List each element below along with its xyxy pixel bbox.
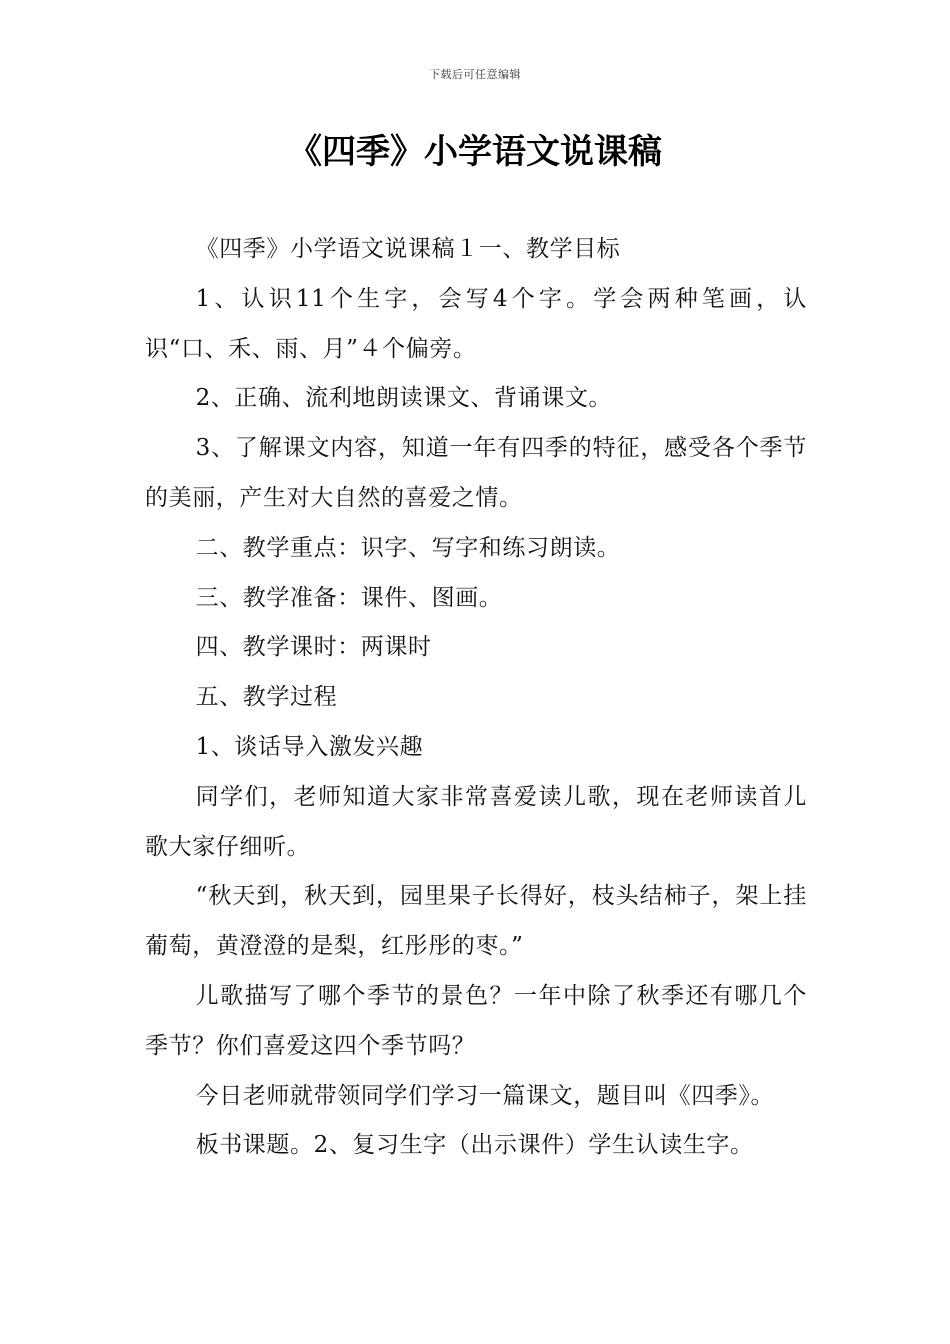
paragraph: 二、教学重点：识字、写字和练习朗读。 xyxy=(195,534,621,561)
paragraph: 2、正确、流利地朗读课文、背诵课文。 xyxy=(195,385,613,412)
paragraph: 同学们，老师知道大家非常喜爱读儿歌，现在老师读首儿歌大家仔细听。 xyxy=(145,783,807,860)
paragraph: 儿歌描写了哪个季节的景色？一年中除了秋季还有哪几个季节？你们喜爱这四个季节吗？ xyxy=(145,982,807,1059)
paragraph: 今日老师就带领同学们学习一篇课文，题目叫《四季》。 xyxy=(195,1082,775,1109)
paragraph: “秋天到，秋天到，园里果子长得好，枝头结柿子，架上挂葡萄，黄澄澄的是梨，红彤彤的枣。” xyxy=(145,883,807,960)
document-title: 《四季》小学语文说课稿 xyxy=(288,132,662,172)
paragraph: 1、谈话导入激发兴趣 xyxy=(195,733,424,760)
paragraph: 三、教学准备：课件、图画。 xyxy=(195,584,503,611)
paragraph: 《四季》小学语文说课稿１一、教学目标 xyxy=(195,236,621,262)
paragraph: 1、认识11个生字，会写4个字。学会两种笔画，认识“口、禾、雨、月”４个偏旁。 xyxy=(145,285,807,362)
paragraph: 板书课题。2、复习生字（出示课件）学生认读生字。 xyxy=(195,1132,754,1159)
paragraph: 四、教学课时：两课时 xyxy=(195,634,432,661)
paragraph: 3、了解课文内容，知道一年有四季的特征，感受各个季节的美丽，产生对大自然的喜爱之情。 xyxy=(145,435,807,511)
document-body xyxy=(145,225,807,1171)
paragraph: 五、教学过程 xyxy=(195,684,338,711)
header-note: 下载后可任意编辑 xyxy=(429,68,521,81)
